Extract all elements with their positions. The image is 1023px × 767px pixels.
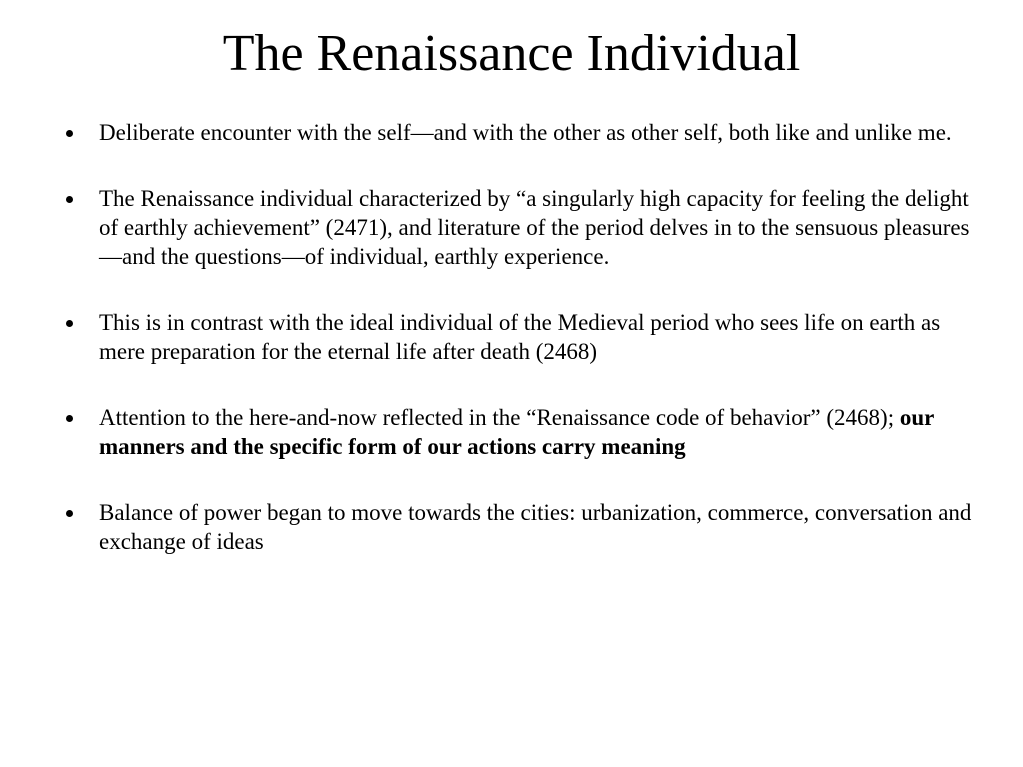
bullet-plain-text: Attention to the here-and-now reflected in the “Renaissance code of behavior” (2468); <box>99 405 900 430</box>
bullet-plain-text: Balance of power began to move towards the cities: urbanization, commerce, conversation and exchange of ideas <box>99 500 972 554</box>
bullet-bold-text: our manners and the specific form of our actions carry meaning <box>99 405 934 459</box>
bullet-text <box>99 405 934 459</box>
bullet-plain-text: This is in contrast with the ideal individual of the Medieval period who sees life on earth as mere preparation for the eternal life after death (2468) <box>99 310 941 364</box>
bullet-text <box>99 310 940 364</box>
bullet-dot-icon <box>66 130 73 137</box>
bullet-text <box>99 186 970 269</box>
bullet-text <box>99 120 952 145</box>
bullet-plain-text: Deliberate encounter with the self—and with the other as other self, both like and unlike me. <box>99 120 952 145</box>
bullet-dot-icon <box>66 320 73 327</box>
bullet-list <box>58 118 978 593</box>
bullet-plain-text: The Renaissance individual characterized by “a singularly high capacity for feeling the delight of earthly achievement” (2471), and literature of the period delves in to the sensuous pleasures—and the questions—of individual, earthly experience. <box>99 186 970 269</box>
bullet-item <box>58 118 978 147</box>
bullet-item <box>58 498 978 556</box>
bullet-dot-icon <box>66 510 73 517</box>
bullet-text <box>99 500 971 554</box>
bullet-dot-icon <box>66 196 73 203</box>
slide-title: The Renaissance Individual <box>222 25 801 82</box>
bullet-dot-icon <box>66 415 73 422</box>
bullet-item <box>58 184 978 271</box>
bullet-item <box>58 308 978 366</box>
bullet-item <box>58 403 978 461</box>
